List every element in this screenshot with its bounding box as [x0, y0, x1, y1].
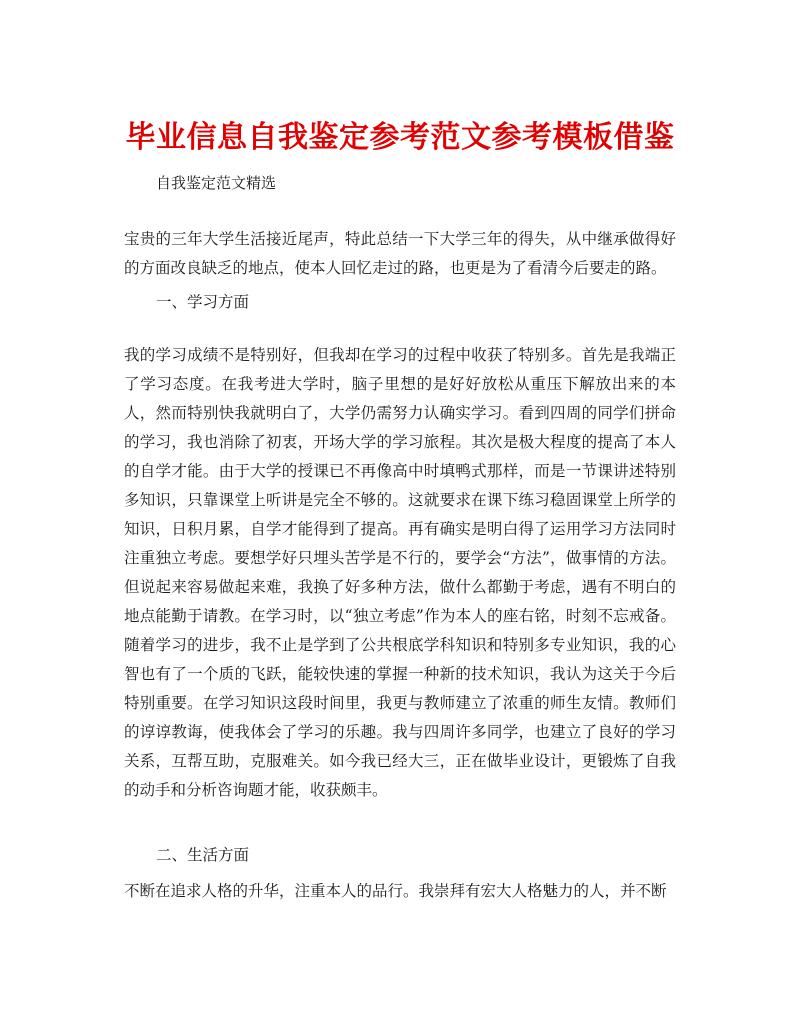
- document-subtitle: 自我鉴定范文精选: [156, 174, 277, 192]
- document-title: 毕业信息自我鉴定参考范文参考模板借鉴: [125, 120, 675, 155]
- section-body-life: 不断在追求人格的升华，注重本人的品行。我崇拜有宏大人格魅力的人，并不断: [124, 882, 667, 900]
- section-heading-life: 二、生活方面: [156, 846, 250, 864]
- section-body-study: 我的学习成绩不是特别好，但我却在学习的过程中收获了特别多。首先是我端正了学习态度。在我考进大学时，脑子里想的是好好放松从重压下解放出来的本人，然而特别快我就明白了，大学仍需努力认确实学习。看到四周的同学们拼命的学习，我也消除了初衷，开场大学的学习旅程。其次是极大程度的提高了本人的自学才能。由于大学的授课已不再像高中时填鸭式那样，而是一节课讲述特别多知识，只靠课堂上听讲是完全不够的。这就要求在课下练习稳固课堂上所学的知识，日积月累，自学才能得到了提高。再有确实是明白得了运用学习方法同时注重独立考虑。要想学好只埋头苦学是不行的，要学会“方法”，做事情的方法。但说起来容易做起来难，我换了好多种方法，做什么都勤于考虑，遇有不明白的地点能勤于请教。在学习时，以“独立考虑”作为本人的座右铭，时刻不忘戒备。随着学习的进步，我不止是学到了公共根底学科知识和特别多专业知识，我的心智也有了一个质的飞跃，能较快速的掌握一种新的技术知识，我认为这关于今后特别重要。在学习知识这段时间里，我更与教师建立了浓重的师生友情。教师们的谆谆教诲，使我体会了学习的乐趣。我与四周许多同学，也建立了良好的学习关系，互帮互助，克服难关。如今我已经大三，正在做毕业设计，更锻炼了自我的动手和分析咨询题才能，收获颇丰。: [124, 346, 676, 799]
- section-heading-study: 一、学习方面: [156, 293, 250, 311]
- intro-paragraph: 宝贵的三年大学生活接近尾声，特此总结一下大学三年的得失，从中继承做得好的方面改良缺乏的地点，使本人回忆走过的路，也更是为了看清今后要走的路。: [124, 230, 676, 277]
